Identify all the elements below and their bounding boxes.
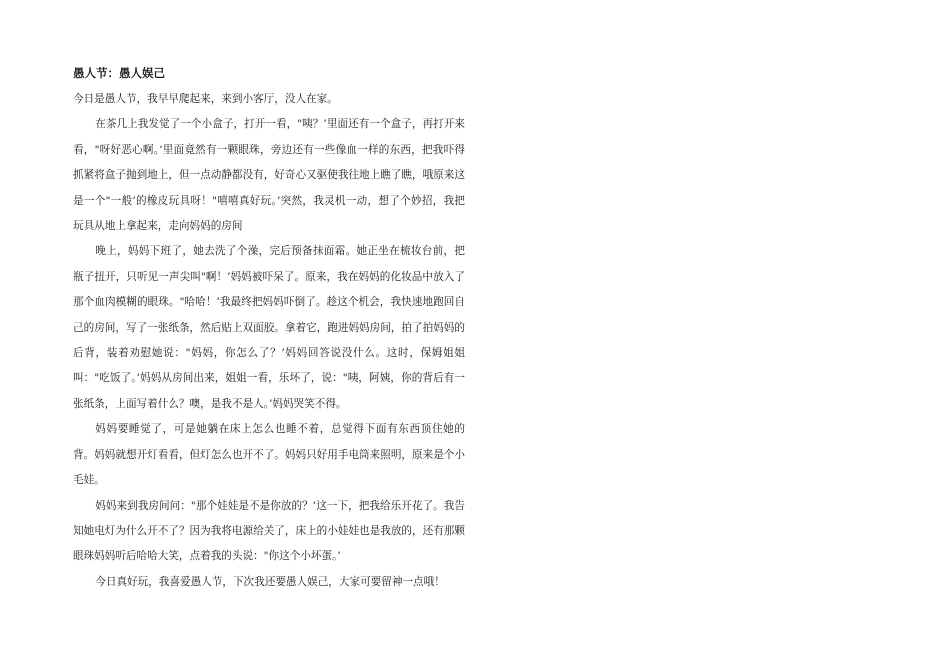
paragraph-3: 晚上，妈妈下班了，她去洗了个澡，完后预备抹面霜。她正坐在梳妆台前，把瓶子扭开，只听见一声尖叫"啊！’妈妈被吓呆了。原来，我在妈妈的化妆品中放入了那个血肉模糊的眼珠。"哈哈！’我最终把妈妈吓倒了。趁这个机会，我快速地跑回自己的房间，写了一张纸条，然后贴上双面胶。拿着它，跑进妈妈房间，拍了拍妈妈的后背，装着劝慰她说："妈妈，你怎么了？’妈妈回答说没什么。这时，保姆姐姐叫："吃饭了。’妈妈从房间出来，姐姐一看，乐坏了，说："咦，阿姨，你的背后有一张纸条，上面写着什么？噢，是我不是人。’妈妈哭笑不得。 bbox=[73, 245, 465, 410]
paragraph-4: 妈妈要睡觉了，可是她躺在床上怎么也睡不着，总觉得下面有东西顶住她的背。妈妈就想开灯看看，但灯怎么也开不了。妈妈只好用手电筒来照明，原来是个小毛娃。 bbox=[73, 423, 465, 487]
paragraph-2: 在茶几上我发觉了一个小盒子，打开一看，"咦？’里面还有一个盒子，再打开来看，"呀好恶心啊。’里面竟然有一颗眼珠，旁边还有一些像血一样的东西，把我吓得抓紧将盒子抛到地上，但一点动静都没有，好奇心又驱使我往地上瞧了瞧，哦原来这是一个"一般’的橡皮玩具呀！"嘻嘻真好玩。’突然，我灵机一动，想了个妙招，我把玩具从地上拿起来，走向妈妈的房间 bbox=[73, 118, 465, 233]
paragraph-6: 今日真好玩，我喜爱愚人节，下次我还要愚人娱己，大家可要留神一点哦！ bbox=[95, 575, 445, 588]
paragraph-1: 今日是愚人节，我早早爬起来，来到小客厅，没人在家。 bbox=[73, 93, 338, 105]
paragraph-5: 妈妈来到我房间问："那个娃娃是不是你放的？’这一下，把我给乐开花了。我告知她电灯为什么开不了？因为我将电源给关了，床上的小娃娃也是我放的，还有那颗眼珠妈妈听后哈哈大笑，点着我的头说："你这个小坏蛋。’ bbox=[73, 499, 465, 563]
document-title: 愚人节：愚人娱己 bbox=[73, 66, 165, 80]
document-body bbox=[73, 62, 465, 595]
